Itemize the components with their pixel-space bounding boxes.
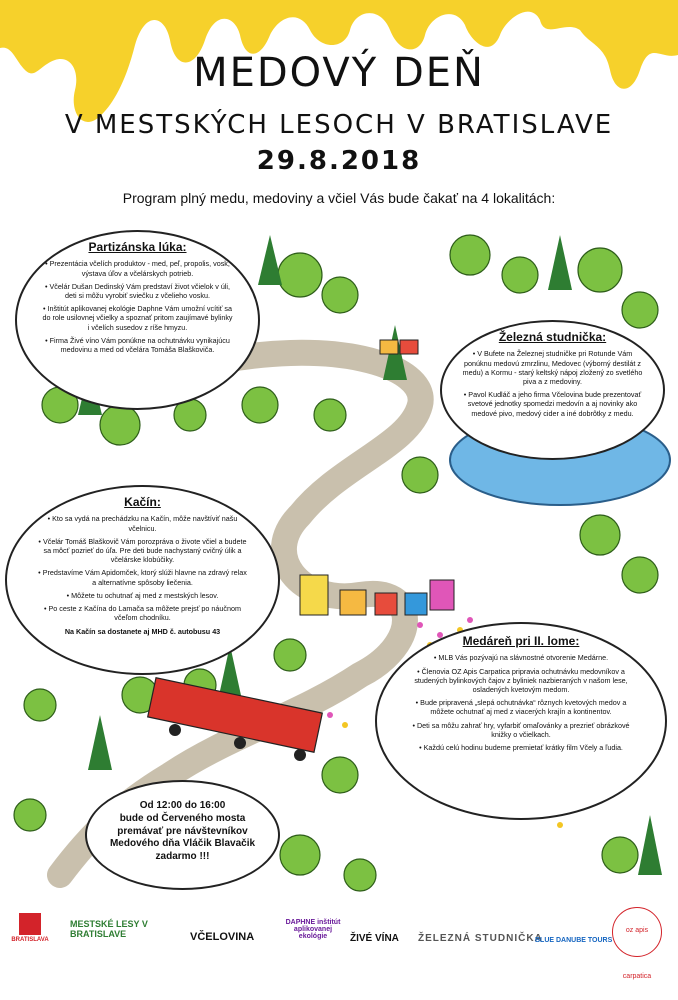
program-item: • Môžete tu ochutnať aj med z mestských lesov. <box>37 591 248 600</box>
program-item: • MLB Vás pozývajú na slávnostné otvorenie Medárne. <box>411 653 631 662</box>
program-item: • Včelár Tomáš Blaškovič Vám porozpráva o živote včiel a budete sa môcť pozrieť do úľa. Pre deti bude nachystaný cvičný úlik a včelárske klobúčiky. <box>37 537 248 565</box>
program-item: • Členovia OZ Apis Carpatica pripravia ochutnávku medovníkov a studených bylinkových čajov z byliniek nazbieraných v našom lese, osladených kvetovým medom. <box>411 667 631 695</box>
sponsor-logo-mestske-lesy: MESTSKÉ LESY V BRATISLAVE <box>70 919 148 939</box>
location-title: Železná studnička: <box>498 330 607 344</box>
bratislava-emblem-icon <box>19 913 41 935</box>
poster-title: MEDOVÝ DEŇ <box>193 50 485 96</box>
sponsor-logo-apis-carpatica: oz apis carpatica <box>612 907 662 957</box>
location-title: Medáreň pri II. lome: <box>462 634 580 648</box>
train-info-line: Medového dňa Vláčik Blavačik <box>109 838 256 850</box>
train-info-line: zadarmo !!! <box>155 851 210 863</box>
location-title: Kačín: <box>124 495 161 509</box>
sponsor-logos-bar <box>0 905 678 980</box>
sponsor-logo-daphne: DAPHNE inštitút aplikovanej ekológie <box>285 919 341 940</box>
program-item: • Inštitút aplikovanej ekológie Daphne Vám umožní vcítiť sa do role usilovnej včielky a spoznať pritom zaujímavé bylinky i včelích susedov z ríše hmyzu. <box>41 304 234 332</box>
train-info-bubble <box>85 780 280 890</box>
program-item: • Predstavíme Vám Apidomček, ktorý slúži hlavne na zdravý relax a alternatívne spôsoby liečenia. <box>37 568 248 586</box>
train-info-line: premávať pre návštevníkov <box>117 825 248 837</box>
sponsor-logo-zelezna-studnicka: ŽELEZNÁ STUDNIČKA <box>418 933 543 944</box>
location-bubble-partizanska-luka <box>15 230 260 410</box>
program-item: • Firma Živé víno Vám ponúkne na ochutnávku vynikajúcu medovinu a med od včelára Tomáša Blaškoviča. <box>41 336 234 354</box>
program-item: • Prezentácia včelích produktov - med, peľ, propolis, vosk, výstava úľov a včelárskych potrieb. <box>41 259 234 277</box>
program-item: • Bude pripravená „slepá ochutnávka“ rôznych kvetových medov a môžete ochutnať aj med z viacerých krajín a kontinentov. <box>411 698 631 716</box>
sponsor-logo-zive-vina: ŽIVÉ VÍNA <box>350 933 399 944</box>
program-item: • Kto sa vydá na prechádzku na Kačín, môže navštíviť našu včelnicu. <box>37 514 248 532</box>
poster-subtitle-location: V MESTSKÝCH LESOCH V BRATISLAVE <box>64 110 614 140</box>
program-item: • V Bufete na Železnej studničke pri Rotunde Vám ponúknu medovú zmrzlinu, Medovec (výborný destilát z medu) a Kormu - starý keltský nápoj zložený zo svetlého piva a z medoviny. <box>460 349 645 386</box>
sponsor-logo-blue-danube-tours: BLUE DANUBE TOURS <box>535 937 613 944</box>
sponsor-logo-vcelovina: VČELOVINA <box>190 931 255 943</box>
program-item: • Včelár Dušan Dedinský Vám predstaví život včielok v úli, deti si môžu vyrobiť sviečku z včelieho vosku. <box>41 282 234 300</box>
train-info-line: Od 12:00 do 16:00 <box>139 800 226 811</box>
location-bubble-medaren <box>375 622 667 820</box>
bus-note: Na Kačín sa dostanete aj MHD č. autobusu 43 <box>64 626 221 636</box>
location-bubble-zelezna-studnicka <box>440 320 665 460</box>
sponsor-logo-bratislava: BRATISLAVA <box>10 913 50 943</box>
program-item: • Deti sa môžu zahrať hry, vyfarbiť omaľovánky a prezrieť obrázkové knižky o včielkach. <box>411 721 631 739</box>
program-item: • Každú celú hodinu budeme premietať krátky film Včely a ľudia. <box>411 743 631 752</box>
event-date: 29.8.2018 <box>256 146 422 176</box>
program-item: • Po ceste z Kačína do Lamača sa môžete prejsť po náučnom včeľom chodníku. <box>37 604 248 622</box>
program-intro: Program plný medu, medoviny a včiel Vás bude čakať na 4 lokalitách: <box>122 190 556 206</box>
train-info-line: bude od Červeného mosta <box>119 812 246 824</box>
location-bubble-kacin <box>5 485 280 675</box>
location-title: Partizánska lúka: <box>88 240 187 254</box>
program-item: • Pavol Kudláč a jeho firma Včelovina bude prezentovať svetové jednotky spomedzi medovín a aj novinky ako medové pivo, medový cider a iné dobrôtky z medu. <box>460 390 645 418</box>
